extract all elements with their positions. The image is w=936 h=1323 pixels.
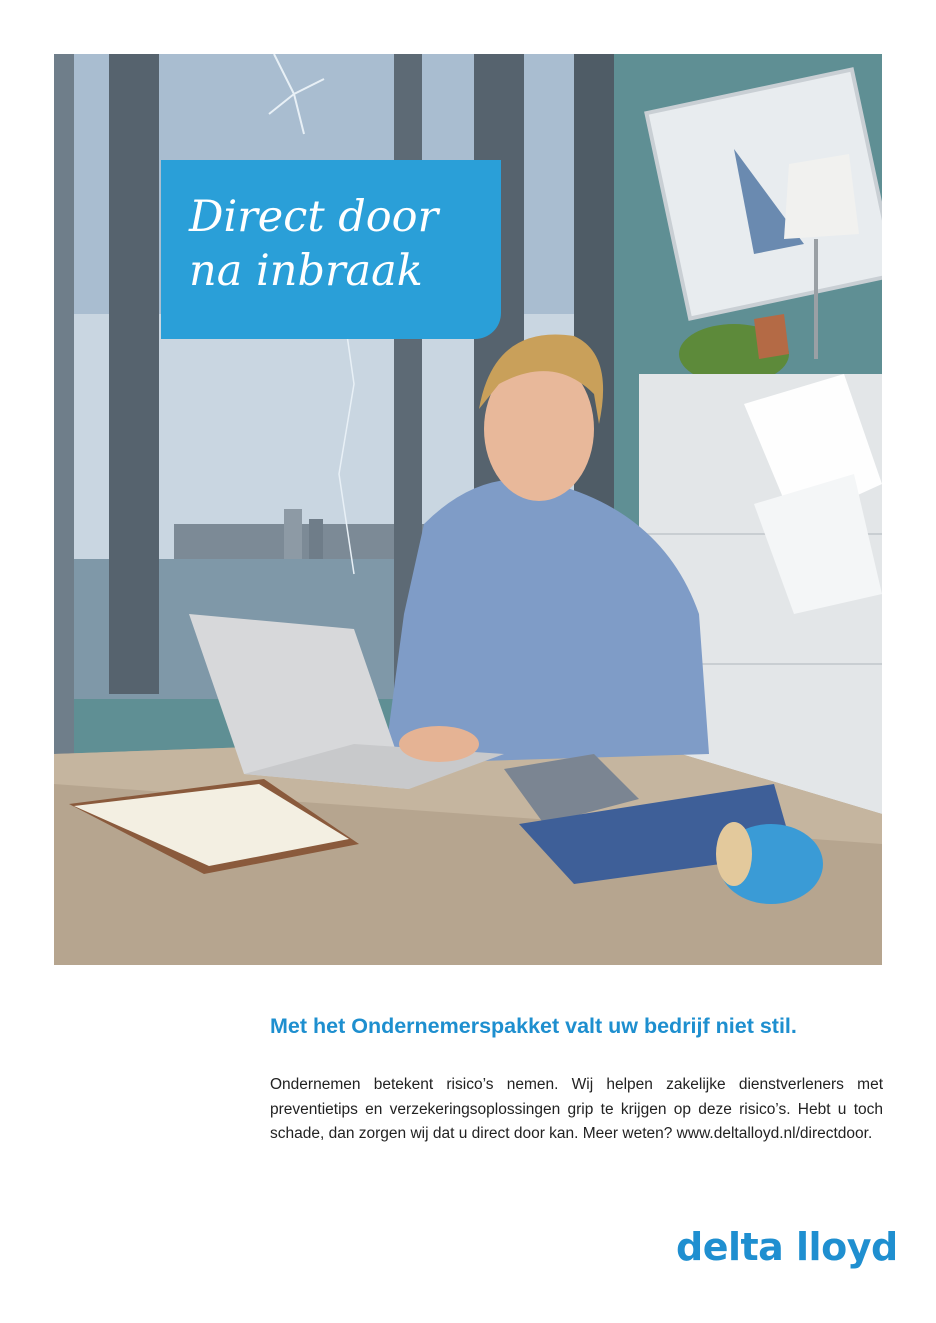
delta-lloyd-logo: delta lloyd (676, 1225, 898, 1269)
hero-photo (54, 54, 882, 965)
subheadline: Met het Ondernemerspakket valt uw bedrijf niet stil. (270, 1014, 797, 1038)
headline-line-2: na inbraak (189, 246, 423, 296)
headline-line-1: Direct door (189, 192, 439, 242)
headline-box (161, 160, 501, 339)
body-copy: Ondernemen betekent risico’s nemen. Wij helpen zakelijke dienstverleners met preventietips en verzekeringsoplossingen grip te krijgen op deze risico’s. Hebt u toch schade, dan zorgen wij dat u direct door kan. Meer weten? www.deltalloyd.nl/directdoor. (270, 1076, 883, 1142)
